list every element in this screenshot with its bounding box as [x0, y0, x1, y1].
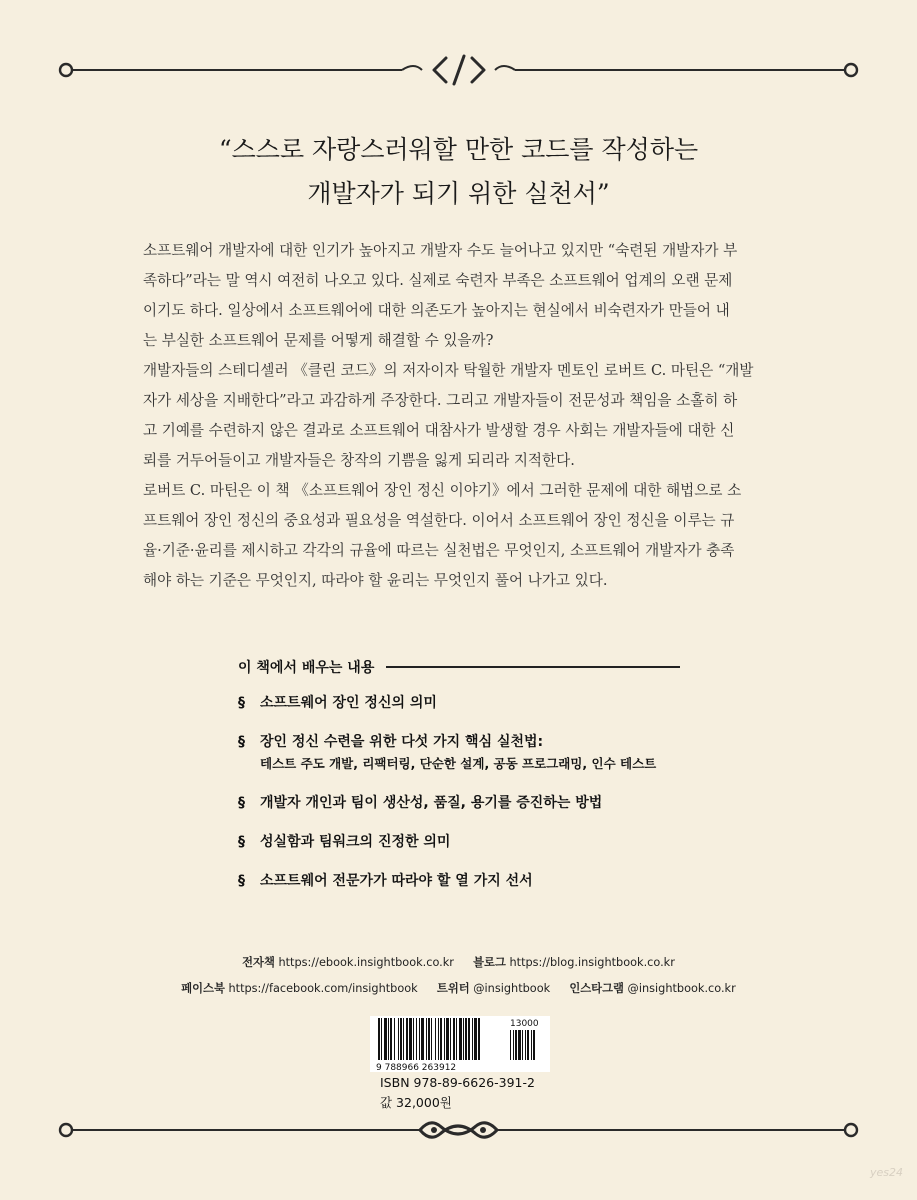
barcode-bar — [403, 1018, 404, 1060]
facebook-url: https://facebook.com/insightbook — [228, 982, 418, 995]
barcode-bar — [428, 1018, 430, 1060]
barcode-addon-bar — [513, 1030, 514, 1060]
barcode-bar — [474, 1018, 477, 1060]
headline — [0, 128, 917, 216]
barcode-bar — [388, 1018, 389, 1060]
barcode-addon-bar — [527, 1030, 529, 1060]
barcode-addon-bar — [515, 1030, 517, 1060]
barcode-bar — [446, 1018, 449, 1060]
body-line: 는 부실한 소프트웨어 문제를 어떻게 해결할 수 있을까? — [143, 332, 494, 349]
section-mark-icon: § — [238, 795, 245, 811]
learn-item — [238, 692, 680, 714]
barcode-addon-bar — [531, 1030, 532, 1060]
publisher-links — [0, 950, 917, 1002]
body-line: 족하다”라는 말 역시 여전히 나오고 있다. 실제로 숙련자 부족은 소프트웨어 업계의 오랜 문제 — [143, 272, 733, 289]
links-row-2 — [0, 976, 917, 1002]
barcode-bar — [431, 1018, 432, 1060]
bottom-ornament — [0, 1100, 917, 1160]
barcode-bar — [419, 1018, 420, 1060]
learn-list — [238, 692, 680, 892]
learn-item-text: 성실함과 팀워크의 진정한 의미 — [260, 834, 451, 850]
body-line: 고 기예를 수련하지 않은 결과로 소프트웨어 대참사가 발생할 경우 사회는 개발자들에 대한 신 — [143, 422, 735, 439]
body-line: 해야 하는 기준은 무엇인지, 따라야 할 윤리는 무엇인지 풀어 나가고 있다. — [143, 572, 608, 589]
barcode-bar — [416, 1018, 417, 1060]
body-line: 율·기준·윤리를 제시하고 각각의 규율에 따르는 실천법은 무엇인지, 소프트웨어 개발자가 충족 — [143, 542, 735, 559]
body-line: 소프트웨어 개발자에 대한 인기가 높아지고 개발자 수도 늘어나고 있지만 “숙련된 개발자가 부 — [143, 242, 738, 259]
price: 값 32,000원 — [380, 1095, 452, 1110]
headline-line-1: “스스로 자랑스러워할 만한 코드를 작성하는 — [218, 135, 699, 164]
section-mark-icon: § — [238, 734, 245, 750]
barcode-digits: 9 788966 263912 — [376, 1063, 457, 1072]
body-line: 이기도 하다. 일상에서 소프트웨어에 대한 의존도가 높아지는 현실에서 비숙련자가 만들어 내 — [143, 302, 730, 319]
barcode-bar — [459, 1018, 462, 1060]
barcode-bar — [465, 1018, 467, 1060]
code-brackets-icon — [434, 56, 484, 84]
barcode-addon-bar — [533, 1030, 535, 1060]
barcode-bar — [409, 1018, 412, 1060]
barcode-bar — [413, 1018, 414, 1060]
barcode-price-code: 13000 — [510, 1019, 539, 1029]
barcode-bar — [463, 1018, 464, 1060]
blog-url: https://blog.insightbook.co.kr — [509, 956, 675, 969]
barcode-bar — [384, 1018, 387, 1060]
barcode-bar — [472, 1018, 473, 1060]
ebook-label: 전자책 — [242, 956, 275, 969]
barcode-bar — [381, 1018, 382, 1060]
learn-item-subtext: 테스트 주도 개발, 리팩터링, 단순한 설계, 공동 프로그래밍, 인수 테스트 — [260, 756, 657, 771]
barcode-bar — [456, 1018, 457, 1060]
barcode-bar — [435, 1018, 436, 1060]
body-line: 뢰를 거두어들이고 개발자들은 창작의 기쁨을 잃게 되리라 지적한다. — [143, 452, 575, 469]
barcode-bar — [478, 1018, 480, 1060]
description-body — [143, 236, 781, 596]
barcode-addon-bar — [522, 1030, 523, 1060]
body-line: 로버트 C. 마틴은 이 책 《소프트웨어 장인 정신 이야기》에서 그러한 문제에 대한 해법으로 소 — [143, 482, 742, 499]
learn-section — [238, 654, 680, 909]
barcode-addon-bar — [510, 1030, 511, 1060]
isbn-barcode — [370, 1016, 550, 1072]
barcode-bar — [444, 1018, 445, 1060]
infinity-knot-icon — [420, 1123, 497, 1137]
learn-title: 이 책에서 배우는 내용 — [238, 660, 375, 676]
instagram-handle: @insightbook.co.kr — [627, 982, 736, 995]
top-ornament — [0, 40, 917, 100]
learn-item — [238, 870, 680, 892]
learn-header — [238, 654, 680, 680]
learn-item — [238, 731, 680, 775]
learn-item-text: 개발자 개인과 팀이 생산성, 품질, 용기를 증진하는 방법 — [260, 795, 603, 811]
barcode-bar — [440, 1018, 442, 1060]
barcode-bar — [400, 1018, 402, 1060]
section-mark-icon: § — [238, 873, 245, 889]
learn-item-text: 장인 정신 수련을 위한 다섯 가지 핵심 실천법: — [260, 734, 544, 750]
body-line: 개발자들의 스테디셀러 《클린 코드》의 저자이자 탁월한 개발자 멘토인 로버트 C. 마틴은 “개발 — [143, 362, 754, 379]
links-row-1 — [0, 950, 917, 976]
barcode-bar — [468, 1018, 470, 1060]
barcode-bar — [438, 1018, 439, 1060]
instagram-label: 인스타그램 — [569, 982, 624, 995]
learn-item — [238, 792, 680, 814]
learn-item-text: 소프트웨어 장인 정신의 의미 — [260, 695, 437, 711]
barcode-bar — [421, 1018, 424, 1060]
barcode-addon-bar — [518, 1030, 521, 1060]
section-mark-icon: § — [238, 834, 245, 850]
barcode-bar — [390, 1018, 392, 1060]
body-line: 프트웨어 장인 정신의 중요성과 필요성을 역설한다. 이어서 소프트웨어 장인 정신을 이루는 규 — [143, 512, 735, 529]
barcode-bar — [394, 1018, 395, 1060]
facebook-label: 페이스북 — [181, 982, 225, 995]
twitter-handle: @insightbook — [473, 982, 551, 995]
barcode-bar — [406, 1018, 408, 1060]
learn-item — [238, 831, 680, 853]
barcode-bar — [378, 1018, 380, 1060]
barcode-bar — [398, 1018, 399, 1060]
section-mark-icon: § — [238, 695, 245, 711]
learn-item-text: 소프트웨어 전문가가 따라야 할 열 가지 선서 — [260, 873, 533, 889]
watermark: yes24 — [870, 1166, 904, 1179]
barcode-bar — [453, 1018, 455, 1060]
barcode-bar — [426, 1018, 427, 1060]
headline-line-2: 개발자가 되기 위한 실천서” — [307, 179, 610, 208]
barcode-bar — [450, 1018, 451, 1060]
ebook-url: https://ebook.insightbook.co.kr — [278, 956, 454, 969]
isbn-number: ISBN 978-89-6626-391-2 — [380, 1075, 535, 1090]
blog-label: 블로그 — [473, 956, 506, 969]
body-line: 자가 세상을 지배한다”라고 과감하게 주장한다. 그리고 개발자들이 전문성과 책임을 소홀히 하 — [143, 392, 738, 409]
barcode-addon-bar — [525, 1030, 526, 1060]
twitter-label: 트위터 — [436, 982, 470, 995]
learn-divider — [386, 666, 680, 668]
